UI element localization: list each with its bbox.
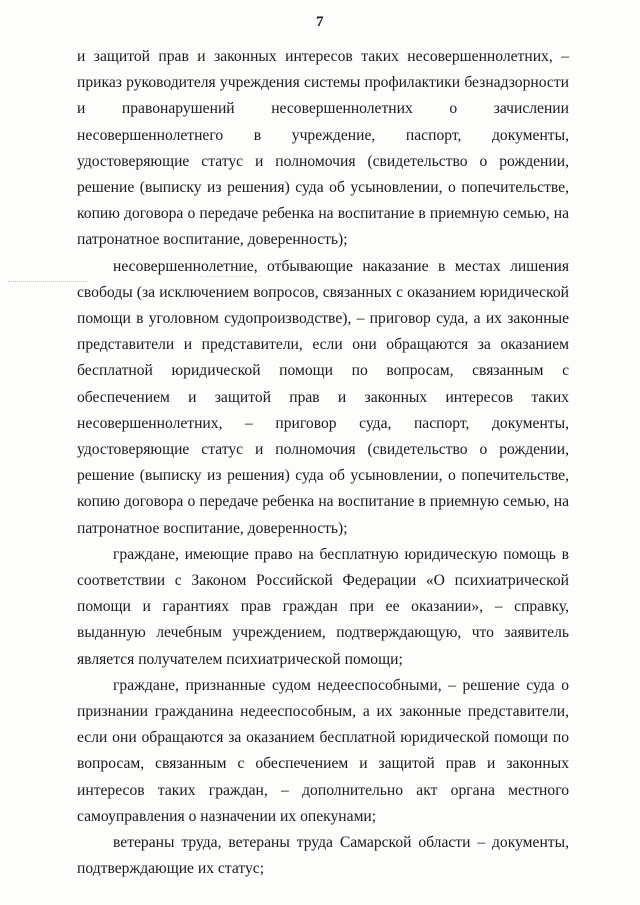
paragraph: граждане, признанные судом недееспособными, – решение суда о признании гражданина недееспособным, а их законные представители, если они обращаются за оказанием бесплатной юридической помощи по вопросам, связанным с обеспечением и защитой прав и законных интересов таких граждан, – дополнительно акт органа местного самоуправления о назначении их опекунами; — [77, 676, 569, 825]
paragraph: несовершеннолетние, отбывающие наказание в местах лишения свободы (за исключением вопросов, связанных с оказанием юридической помощи в уголовном судопроизводстве), – приговор суда, а их законные представители и представители, если они обращаются за оказанием бесплатной юридической помощи по вопросам, связанным с обеспечением и защитой прав и законных интересов таких несовершеннолетних, – приговор суда, паспорт, документы, удостоверяющие статус и полномочия (свидетельство о рождении, решение (выписку из решения) суда об усыновлении, о попечительстве, копию договора о передаче ребенка на воспитание в приемную семью, на патронатное воспитание, доверенность); — [77, 257, 569, 537]
scan-artifact — [8, 281, 88, 284]
document-body — [77, 44, 569, 883]
paragraph: граждане, имеющие право на бесплатную юридическую помощь в соответствии с Законом Российской Федерации «О психиатрической помощи и гарантиях прав граждан при ее оказании», – справку, выданную лечебным учреждением, подтверждающую, что заявитель является получателем психиатрической помощи; — [77, 545, 569, 668]
paragraph: и защитой прав и законных интересов таких несовершеннолетних, – приказ руководителя учреждения системы профилактики безнадзорности и правонарушений несовершеннолетних о зачислении несовершеннолетнего в учреждение, паспорт, документы, удостоверяющие статус и полномочия (свидетельство о рождении, решение (выписку из решения) суда об усыновлении, о попечительстве, копию договора о передаче ребенка на воспитание в приемную семью, на патронатное воспитание, доверенность); — [77, 48, 569, 249]
page-number: 7 — [316, 14, 324, 30]
paragraph: ветераны труда, ветераны труда Самарской области – документы, подтверждающие их статус; — [77, 834, 569, 878]
